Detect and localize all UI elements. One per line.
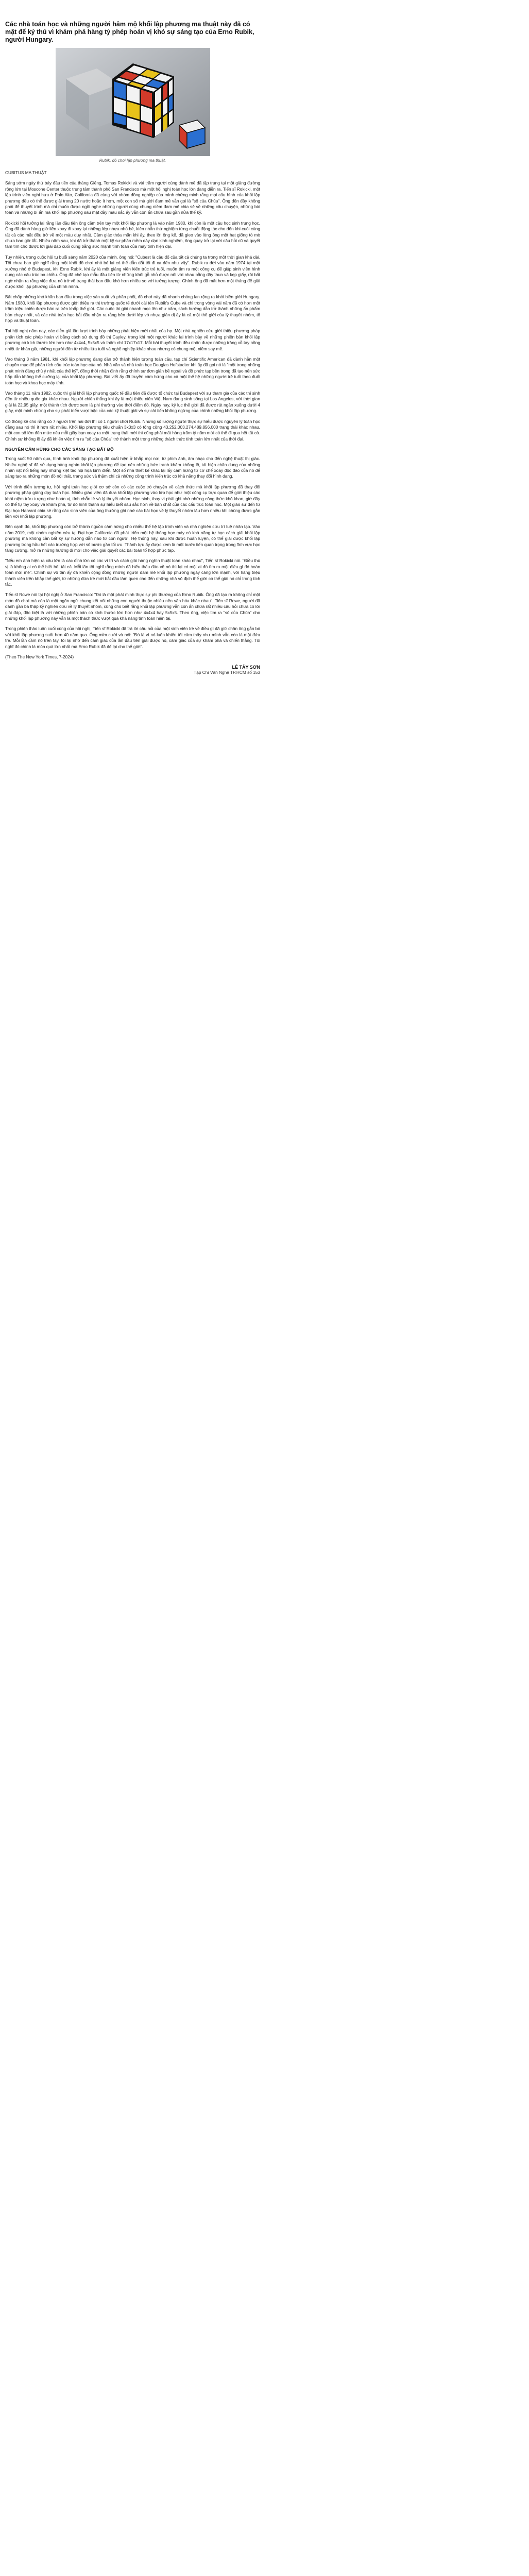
paragraph: "Nếu em ảnh hiện ra câu lớn là các đỉnh lớn có các vì trí và cách giải hàng nghìn thuật toán khác nhau", Tiến sĩ Rokicki nói. "Điều thú vị là không ai có thể biết hết tất cả. Mỗi lần tôi nghĩ rằng mình đã hiểu thấu đáo về nó thì lại có một ai đó tìm ra một điều gì đó hoàn toàn mới mẻ". Chính sự vô tận ấy đã khiến cộng đồng những người đam mê khối lập phương ngày càng lớn mạnh, với hàng triệu thành viên trên khắp thế giới, từ những đứa trẻ mới bắt đầu làm quen cho đến những nhà vô địch thế giới có thể giải nó chỉ trong tích tắc. [5,558,260,587]
paragraph: Trong suốt 50 năm qua, hình ảnh khối lập phương đã xuất hiện ở khắp mọi nơi, từ phim ảnh, âm nhạc cho đến nghệ thuật thị giác. Nhiều nghệ sĩ đã sử dụng hàng nghìn khối lập phương để tạo nên những bức tranh khảm khổng lồ, tái hiện chân dung của những nhân vật nổi tiếng hay những kiệt tác hội họa kinh điển. Một số nhà thiết kế khác lại lấy cảm hứng từ cơ chế xoay độc đáo của nó để sáng tạo ra những món đồ nội thất, trang sức và thậm chí cả những công trình kiến trúc có khả năng thay đổi hình dạng. [5,456,260,479]
article [5,21,260,675]
paragraph: Vào tháng 11 năm 1982, cuộc thi giải khối lập phương quốc tế đầu tiên đã được tổ chức tại Budapest với sự tham gia của các thí sinh đến từ nhiều quốc gia khác nhau. Người chiến thắng khi ấy là một thiếu niên Việt Nam đang sinh sống tại Los Angeles, với thời gian giải là 22,95 giây, một thành tích được xem là phi thường vào thời điểm đó. Ngày nay, kỷ lục thế giới đã được rút ngắn xuống dưới 4 giây, một minh chứng cho sự phát triển vượt bậc của các kỹ thuật giải và sự cải tiến không ngừng của chính những khối lập phương. [5,391,260,414]
author-organization: Tạp Chí Văn Nghệ TP.HCM số 153 [194,670,260,675]
paragraph: Với trình diễn tương tự, hội nghị toán học giới cơ sở còn có các cuộc trò chuyện về cách thức mà khối lập phương đã thay đổi phương pháp giảng dạy toán học. Nhiều giáo viên đã đưa khối lập phương vào lớp học như một công cụ trực quan để giới thiệu các khái niệm trừu tượng như hoán vị, tính chẵn lẻ và lý thuyết nhóm. Học sinh, thay vì phải ghi nhớ những công thức khô khan, giờ đây có thể tự tay xoay và khám phá, từ đó hình thành sự hiểu biết sâu sắc hơn về bản chất của các cấu trúc toán học. Một giáo sư đến từ Đại học Harvard chia sẻ rằng các sinh viên của ông thường ghi nhớ các bài học về lý thuyết nhóm lâu hơn nhiều khi chúng được gắn liền với khối lập phương. [5,484,260,519]
article-body [5,170,260,660]
paragraph: Vào tháng 3 năm 1981, khi khối lập phương đang dần trở thành hiện tượng toàn cầu, tạp chí Scientific American đã dành hẳn một chuyên mục để phân tích cấu trúc toán học của nó. Nhà văn và nhà toán học Douglas Hofstadter khi ấy đã gọi nó là "một trong những phát minh đáng chú ý nhất của thế kỷ", đồng thời nhận định rằng chính sự đơn giản bề ngoài và độ phức tạp bên trong đã tạo nên sức hấp dẫn không thể cưỡng lại của khối lập phương. Bài viết ấy đã truyền cảm hứng cho cả một thế hệ những người trẻ tuổi theo đuổi toán học và khoa học máy tính. [5,356,260,385]
article-headline: Các nhà toán học và những người hâm mộ khối lập phương ma thuật này đã có mặt để kỷ thú vì khám phá hàng tỷ phép hoán vị khó sự sáng tạo của Erno Rubik, người Hungary. [5,21,254,43]
article-figure [56,48,210,163]
figure-caption: Rubik, đồ chơi lập phương ma thuật. [99,158,166,163]
author-block [5,665,260,675]
paragraph: Trong phiên thảo luận cuối cùng của hội nghị, Tiến sĩ Rokicki đã trả lời câu hỏi của một sinh viên trẻ về điều gì đã giữ chân ông gắn bó với khối lập phương suốt hơn 40 năm qua. Ông mỉm cười và nói: "Đó là vì nó luôn khiến tôi cảm thấy như mình vẫn còn là một đứa trẻ. Mỗi lần cầm nó trên tay, tôi lại nhớ đến cảm giác của lần đầu tiên giải được nó, cảm giác của sự khám phá và chiến thắng. Tôi nghĩ đó chính là món quà lớn nhất mà Erno Rubik đã để lại cho thế giới". [5,626,260,649]
paragraph: Bất chấp những khó khăn ban đầu trong việc sản xuất và phân phối, đồ chơi này đã nhanh chóng lan rộng ra khỏi biên giới Hungary. Năm 1980, khối lập phương được giới thiệu ra thị trường quốc tế dưới cái tên Rubik's Cube và chỉ trong vòng vài năm đã có hơn một trăm triệu chiếc được bán ra trên khắp thế giới. Các cuộc thi giải nhanh mọc lên như nấm, sách hướng dẫn trở thành những ấn phẩm bán chạy nhất, và các nhà toán học bắt đầu nhận ra rằng bên dưới lớp vỏ nhựa giản dị ấy là cả một thế giới của lý thuyết nhóm, tổ hợp và thuật toán. [5,294,260,323]
paragraph: Tại hội nghị năm nay, các diễn giả lần lượt trình bày những phát hiện mới nhất của họ. Một nhà nghiên cứu giới thiệu phương pháp phân tích các phép hoán vị bằng cách sử dụng đồ thị Cayley, trong khi một người khác lại trình bày về những phiên bản khối lập phương có kích thước lớn hơn như 4x4x4, 5x5x5 và thậm chí 17x17x17. Mỗi bài thuyết trình đều nhận được những tràng vỗ tay nồng nhiệt từ khán giả, những người đến từ nhiều lứa tuổi và nghề nghiệp khác nhau nhưng có chung một niềm say mê. [5,328,260,351]
paragraph: Tuy nhiên, trong cuộc hội tụ buổi sáng năm 2020 của mình, ông nói: "Cubest là câu đố của tất cả chúng ta trong một thời gian khá dài. Tôi chưa bao giờ nghĩ rằng một khối đồ chơi nhỏ bé lại có thể dẫn dắt tôi đi xa đến như vậy". Rubik ra đời vào năm 1974 tại một xưởng nhỏ ở Budapest, khi Erno Rubik, khi ấy là một giảng viên kiến trúc trẻ tuổi, muốn tìm ra một công cụ để giúp sinh viên hình dung các cấu trúc ba chiều. Ông đã chế tạo mẫu đầu tiên từ những khối gỗ nhỏ được nối với nhau bằng dây thun và kẹp giấy, rồi bất ngờ nhận ra rằng việc đưa nó trở về trạng thái ban đầu khó hơn nhiều so với tưởng tượng. Chính ông đã mất hơn một tháng để giải được khối lập phương của chính mình. [5,254,260,289]
author-name: LÊ TÂY SƠN [232,665,260,670]
paragraph: Tiến sĩ Rowe nói tại hội nghị ở San Francisco: "Đó là một phát minh thực sự phi thường của Erno Rubik. Ông đã tạo ra không chỉ một món đồ chơi mà còn là một ngôn ngữ chung kết nối những con người thuộc nhiều nền văn hóa khác nhau". Tiến sĩ Rowe, người đã dành gần ba thập kỷ nghiên cứu về lý thuyết nhóm, cũng cho biết rằng khối lập phương vẫn còn ẩn chứa rất nhiều câu hỏi chưa có lời giải đáp, đặc biệt là với những phiên bản có kích thước lớn hơn như 4x4x4 hay 5x5x5. Theo ông, việc tìm ra "số của Chúa" cho những khối lập phương này vẫn là một thách thức vượt quá khả năng tính toán hiện tại. [5,592,260,621]
paragraph: Sáng sớm ngày thứ bảy đầu tiên của tháng Giêng, Tomas Rokicki và vài trăm người cùng dành mê đã tập trung tại một giảng đường rộng lớn tại Moscone Center thuộc trung tâm thành phố San Francisco mà một hội nghị toán học lớn đang diễn ra. Tiến sĩ Rokicki, một lập trình viên nghỉ hưu ở Palo Alto, California đã cùng với nhóm đồng nghiệp của mình chứng minh rằng mọi cấu hình của khối lập phương đều có thể được giải trong 20 nước hoặc ít hơn, một con số mà giới đam mê vẫn gọi là "số của Chúa". Ông đến đây không phải để thuyết trình mà chỉ muốn được ngồi nghe những người cùng chung niềm đam mê chia sẻ về những câu chuyện, những bài toán và những bí ẩn mà khối lập phương sáu mặt đầy màu sắc ấy vẫn còn ẩn chứa sau gần nửa thế kỷ. [5,180,260,215]
source-note: (Theo The New York Times, 7-2024) [5,654,74,660]
paragraph: CUBITUS MA THUẬT [5,170,47,175]
section-2 [5,447,260,660]
rubiks-cube-photo [56,48,210,156]
small-cube [179,120,205,148]
paragraph: Bên cạnh đó, khối lập phương còn trở thành nguồn cảm hứng cho nhiều thế hệ lập trình viên và nhà nghiên cứu trí tuệ nhân tạo. Vào năm 2019, một nhóm nghiên cứu tại Đại học California đã phát triển một hệ thống học máy có khả năng tự học cách giải khối lập phương mà không cần bất kỳ sự hướng dẫn nào từ con người. Hệ thống này, sau khi được huấn luyện, có thể giải được khối lập phương trong hầu hết các trường hợp với số bước gần tối ưu. Thành tựu ấy được xem là một bước tiến quan trọng trong lĩnh vực học tăng cường, mở ra những hướng đi mới cho việc giải quyết các bài toán tổ hợp phức tạp. [5,524,260,553]
section-1 [5,170,260,442]
paragraph: Có thông kê cho rằng có 7 người trên hai đời thì có 1 người chơi Rubik. Nhưng số lượng người thực sự hiểu được nguyên lý toán học đằng sau nó thì ít hơn rất nhiều. Khối lập phương tiêu chuẩn 3x3x3 có tổng cộng 43.252.003.274.489.856.000 trạng thái khác nhau, một con số lớn đến mức nếu mỗi giây bạn xoay ra một trạng thái mới thì cũng phải mất hàng trăm tỷ năm mới có thể đi qua hết tất cả. Chính sự khổng lồ ấy đã khiến việc tìm ra "số của Chúa" trở thành một trong những thách thức tính toán lớn nhất của thời đại. [5,418,260,442]
paragraph: Rokicki hồi tưởng lại rằng lần đầu tiên ông cầm trên tay một khối lập phương là vào năm 1980, khi còn là một cậu học sinh trung học. Ông đã dành hàng giờ liền xoay đi xoay lại những lớp nhựa nhỏ bé, kiên nhẫn thử nghiệm từng chuỗi động tác cho đến khi cuối cùng tất cả các mặt đều trở về một màu duy nhất. Cảm giác thỏa mãn khi ấy, theo lời ông kể, đã gieo vào lòng ông một hạt giống tò mò chưa bao giờ tắt. Nhiều năm sau, khi đã trở thành một kỹ sư phần mềm dày dạn kinh nghiệm, ông quay trở lại với câu hỏi cũ và quyết tâm tìm cho được lời giải đáp cuối cùng bằng sức mạnh tính toán của máy tính hiện đại. [5,220,260,249]
section-heading: NGUYÊN CẢM HỨNG CHO CÁC SÁNG TẠO BẤT ĐỘ [5,447,114,452]
